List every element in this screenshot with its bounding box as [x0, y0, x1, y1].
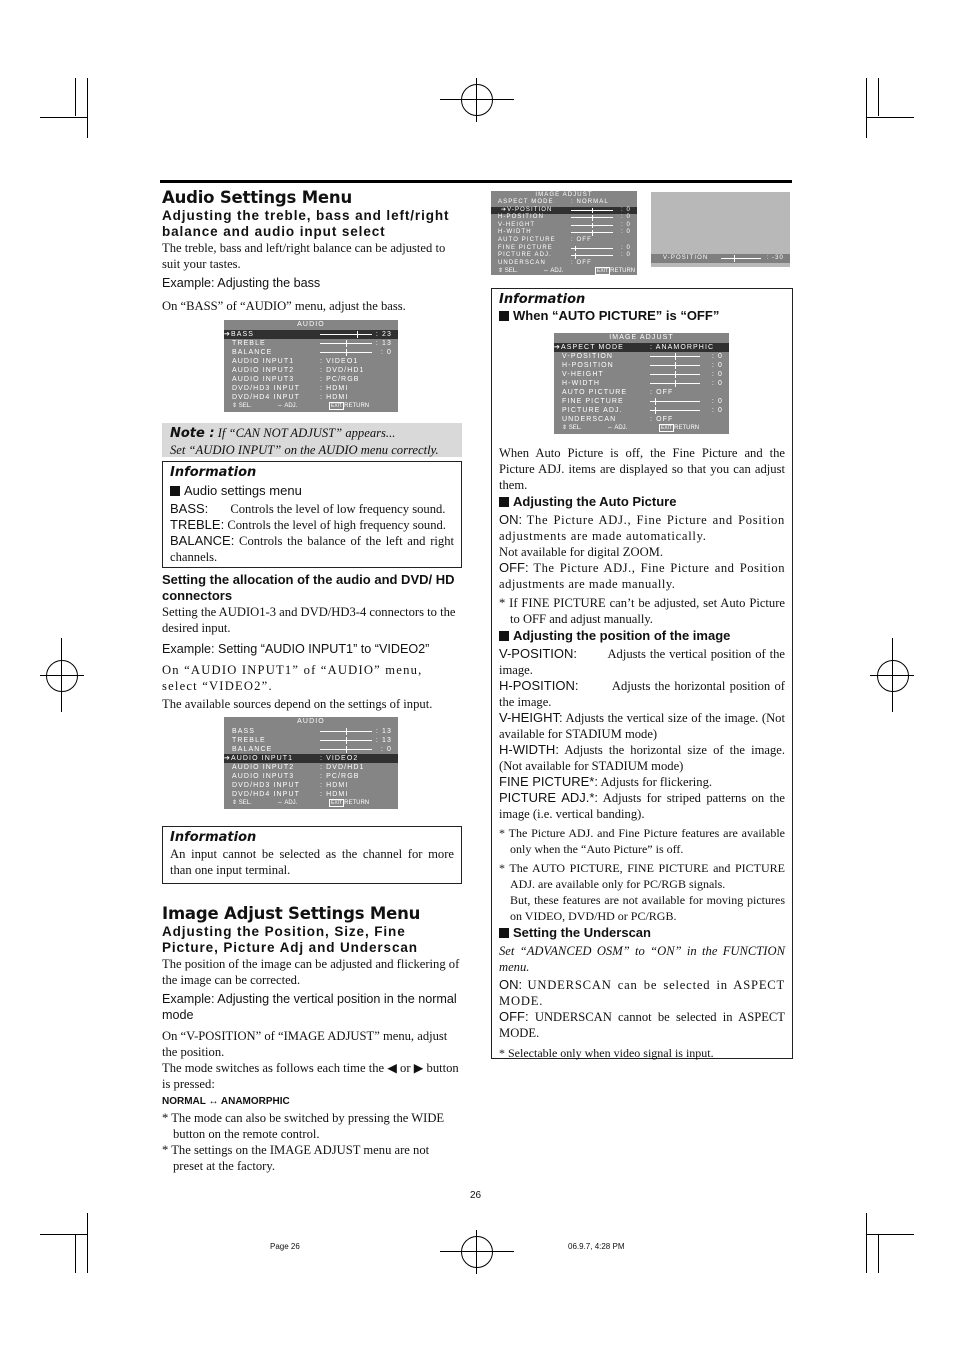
osd-row[interactable] — [224, 339, 398, 348]
osd-slider-knob[interactable] — [592, 215, 593, 221]
crop-mark — [476, 1230, 477, 1274]
image-intro: The position of the image can be adjusted and flickering of the image can be corrected. — [162, 957, 460, 987]
text-bass: Controls the level of low frequency sound. — [230, 502, 446, 516]
text-hposition: Adjusts the horizontal position of the image. — [499, 679, 785, 709]
osd-row-value: : DVD/HD1 — [320, 367, 365, 374]
osd-row[interactable] — [491, 245, 637, 253]
osd-row[interactable] — [554, 415, 729, 424]
osd-row-value: : HDMI — [320, 394, 349, 401]
osd-row[interactable] — [224, 736, 398, 745]
fine-note: * If FINE PICTURE can’t be adjusted, set Auto Picture to OFF and adjust manually. — [499, 596, 785, 626]
text-hwidth: Adjusts the horizontal size of the image. (Not available for STADIUM mode) — [499, 743, 785, 773]
osd-slider[interactable] — [571, 255, 613, 256]
text-vheight: Adjusts the vertical size of the image. (Not available for STADIUM mode) — [499, 711, 785, 741]
image-section-title: Image Adjust Settings Menu — [162, 904, 421, 923]
osd-row-value: : OFF — [571, 236, 592, 243]
crop-mark — [866, 1213, 867, 1273]
osd-title: AUDIO — [297, 321, 325, 328]
osd-slider-knob[interactable] — [675, 353, 676, 360]
audio-intro: The treble, bass and left/right balance can be adjusted to suit your tastes. — [162, 241, 446, 271]
osd-row[interactable] — [491, 199, 637, 207]
image-adjust-osd-anamorphic — [554, 333, 729, 434]
crop-mark — [878, 78, 879, 116]
osd-slider-knob[interactable] — [575, 246, 576, 252]
osd-footer-sel: ⇕ SEL. — [562, 425, 582, 431]
osd-slider[interactable] — [650, 410, 700, 411]
exit-icon: EXIT — [331, 800, 343, 806]
osd-row[interactable] — [224, 366, 398, 375]
bullet-square — [499, 928, 509, 938]
mode-note-b: * The settings on the IMAGE ADJUST menu are not preset at the factory. — [162, 1143, 430, 1173]
osd-row[interactable] — [491, 229, 637, 237]
text-on-zoom: Not available for digital ZOOM. — [499, 545, 664, 559]
osd-row-label: TREBLE — [232, 737, 266, 744]
crop-mark — [87, 1213, 88, 1273]
text-balance: Controls the balance of the left and right channels. — [170, 534, 454, 564]
osd-row[interactable] — [554, 352, 729, 361]
osd-slider-knob[interactable] — [346, 728, 347, 735]
crop-mark — [866, 78, 867, 138]
bullet-square — [499, 497, 509, 507]
osd-row-label: DVD/HD4 INPUT — [232, 394, 300, 401]
osd-row[interactable] — [554, 379, 729, 388]
term-balance: BALANCE: — [170, 533, 235, 548]
osd-footer-sel: ⇕ SEL. — [232, 800, 252, 806]
osd-title: IMAGE ADJUST — [609, 334, 674, 341]
term-vheight: V-HEIGHT: — [499, 710, 563, 725]
text-on: The Picture ADJ., Fine Picture and Position adjustments are made automatically. — [499, 513, 785, 543]
bullet-square — [499, 311, 509, 321]
osd-row-value: : 23 — [375, 331, 392, 338]
note-text-2: Set “AUDIO INPUT” on the AUDIO menu correctly. — [170, 443, 439, 457]
text-underscan-on: UNDERSCAN can be selected in ASPECT MODE. — [499, 978, 785, 1008]
osd-row-label: AUDIO INPUT3 — [232, 773, 295, 780]
osd-slider-knob[interactable] — [675, 380, 676, 387]
osd-row[interactable] — [224, 348, 398, 357]
mode-text: The mode switches as follows each time the ◀ or ▶ button is pressed: — [162, 1061, 459, 1091]
osd-row-label: BALANCE — [232, 746, 273, 753]
osd-row-label: H-POSITION — [562, 362, 614, 369]
registration-mark — [461, 1236, 493, 1268]
osd-row[interactable] — [554, 361, 729, 370]
star-note-2: * The AUTO PICTURE, FINE PICTURE and PICTURE ADJ. are available only for PC/RGB signals. — [499, 861, 785, 891]
osd-row-value: : 0 — [711, 353, 723, 360]
osd-footer-adj: ⇔ ADJ. — [277, 800, 298, 806]
osd-row-label: H-POSITION — [498, 214, 545, 221]
osd-row[interactable] — [224, 330, 398, 339]
osd-row[interactable] — [491, 237, 637, 245]
crop-mark — [40, 117, 88, 118]
osd-row-value: : 0 — [621, 252, 631, 259]
osd-row-value: : 0 — [711, 371, 723, 378]
osd-row[interactable] — [554, 397, 729, 406]
available-sources: The available sources depend on the settings of input. — [162, 697, 433, 711]
osd-row-value: : VIDEO1 — [320, 358, 359, 365]
term-treble: TREBLE: — [170, 517, 225, 532]
connector-heading: Setting the allocation of the audio and DVD/ HD connectors — [162, 572, 455, 603]
crop-mark — [866, 117, 914, 118]
crop-mark — [866, 1234, 914, 1235]
osd-row-value: : 13 — [375, 737, 392, 744]
osd-row[interactable] — [224, 393, 398, 402]
osd-row[interactable] — [224, 763, 398, 772]
info-title: Information — [170, 465, 257, 480]
osd-slider-knob[interactable] — [675, 362, 676, 369]
registration-mark — [46, 660, 78, 692]
footer-timestamp: 06.9.7, 4:28 PM — [568, 1242, 625, 1251]
term-off: OFF: — [499, 560, 529, 575]
osd-row-label: ➔V-POSITION — [501, 206, 553, 213]
osd-row[interactable] — [224, 384, 398, 393]
osd-row-value: : 0 — [380, 746, 392, 753]
bullet-square — [170, 486, 180, 496]
text-vposition: Adjusts the vertical position of the image. — [499, 647, 785, 677]
osd-slider-knob[interactable] — [346, 737, 347, 744]
osd-row-label: AUTO PICTURE — [562, 389, 628, 396]
osd-footer-sel: ⇕ SEL. — [498, 268, 518, 275]
osd-title: AUDIO — [297, 718, 325, 725]
term-hposition: H-POSITION: — [499, 678, 579, 693]
crop-mark — [440, 99, 514, 100]
osd-slider-knob[interactable] — [357, 331, 358, 338]
heading-auto-picture: Adjusting the Auto Picture — [513, 494, 677, 509]
osd-footer-return: RETURN — [674, 425, 700, 431]
osd-row-label: DVD/HD4 INPUT — [232, 791, 300, 798]
osd-slider-knob[interactable] — [655, 407, 656, 414]
osd-footer — [491, 267, 637, 275]
osd-slider-knob[interactable] — [592, 208, 593, 214]
osd-row[interactable] — [224, 772, 398, 781]
osd-row-label: H-WIDTH — [498, 229, 532, 236]
term-bass: BASS: — [170, 501, 209, 516]
connector-instruction: On “AUDIO INPUT1” of “AUDIO” menu, select “VIDEO2”. — [162, 663, 423, 693]
heading-position: Adjusting the position of the image — [513, 628, 731, 643]
osd-row[interactable] — [491, 260, 637, 268]
osd-footer — [224, 799, 398, 808]
osd-row-value: : PC/RGB — [320, 773, 360, 780]
v-position-bar — [651, 254, 790, 263]
osd-row[interactable] — [554, 388, 729, 397]
term-vposition: V-POSITION: — [499, 646, 578, 661]
osd-slider[interactable] — [320, 334, 372, 335]
audio-instruction: On “BASS” of “AUDIO” menu, adjust the bass. — [162, 299, 406, 313]
audio-osd-menu-2 — [224, 717, 398, 809]
osd-row-label: ➔ASPECT MODE — [554, 344, 624, 351]
mode-note-a: * The mode can also be switched by pressing the WIDE button on the remote control. — [162, 1111, 445, 1141]
osd-footer-return: RETURN — [344, 800, 370, 806]
text-underscan-off: UNDERSCAN cannot be selected in ASPECT MODE. — [499, 1010, 785, 1040]
term-underscan-on: ON: — [499, 977, 523, 992]
osd-row[interactable] — [491, 214, 637, 222]
osd-row-label: DVD/HD3 INPUT — [232, 385, 300, 392]
osd-footer-return: RETURN — [344, 403, 370, 409]
osd-slider-knob[interactable] — [575, 253, 576, 259]
top-rule — [160, 180, 792, 183]
osd-row-label: BALANCE — [232, 349, 273, 356]
osd-slider-knob[interactable] — [592, 230, 593, 236]
osd-row-value: : 13 — [375, 728, 392, 735]
osd-row[interactable] — [554, 370, 729, 379]
text-off: The Picture ADJ., Fine Picture and Position adjustments are made manually. — [499, 561, 785, 591]
osd-row-label: FINE PICTURE — [562, 398, 624, 405]
osd-row-label: ➔AUDIO INPUT1 — [224, 755, 294, 762]
osd-row-value: : 0 — [621, 206, 631, 213]
osd-footer-adj: ⇔ ADJ. — [543, 268, 564, 275]
osd-footer-adj: ⇔ ADJ. — [277, 403, 298, 409]
osd-row-label: UNDERSCAN — [498, 259, 546, 266]
note-text-1: If “CAN NOT ADJUST” appears... — [217, 426, 396, 440]
osd-row-value: : NORMAL — [571, 199, 609, 205]
osd-row-label: V-HEIGHT — [498, 221, 536, 228]
image-example: Example: Adjusting the vertical position in the normal mode — [162, 992, 457, 1022]
info-title: Information — [499, 292, 586, 307]
osd-row-value: : 0 — [380, 349, 392, 356]
osd-row-value: : 0 — [711, 362, 723, 369]
osd-row-value: : HDMI — [320, 385, 349, 392]
osd-row-label: AUDIO INPUT2 — [232, 367, 295, 374]
star-note-1: * The Picture ADJ. and Fine Picture features are available only when the “Auto Picture” is off. — [499, 826, 785, 856]
osd-row-value: : 0 — [711, 380, 723, 387]
registration-mark — [461, 84, 493, 116]
term-fine-picture: FINE PICTURE*: — [499, 774, 598, 789]
osd-row[interactable] — [224, 357, 398, 366]
text-picture-adj: Adjusts for striped patterns on the image (i.e. vertical banding). — [499, 791, 785, 821]
osd-row-label: DVD/HD3 INPUT — [232, 782, 300, 789]
osd-row[interactable] — [224, 790, 398, 799]
underscan-italic: Set “ADVANCED OSM” to “ON” in the FUNCTION menu. — [499, 944, 785, 974]
info3-body — [499, 445, 785, 1061]
osd-row[interactable] — [491, 207, 637, 215]
crop-mark — [87, 78, 88, 138]
exit-icon: EXIT — [331, 403, 343, 409]
osd-row[interactable] — [554, 406, 729, 415]
image-subtitle: Adjusting the Position, Size, Fine Picture, Picture Adj and Underscan — [162, 924, 418, 955]
osd-row[interactable] — [224, 727, 398, 736]
osd-row-value: : OFF — [650, 416, 674, 423]
v-position-value: : -30 — [766, 255, 784, 261]
left-column — [162, 188, 462, 314]
osd-row-value: : HDMI — [320, 782, 349, 789]
v-position-screen — [651, 192, 790, 267]
info-heading: Audio settings menu — [184, 483, 302, 498]
image-adjust-osd — [491, 191, 637, 275]
info-text: An input cannot be selected as the channel for more than one input terminal. — [170, 847, 454, 877]
audio-osd-menu — [224, 320, 398, 412]
page-number: 26 — [470, 1190, 482, 1201]
image-adjust-section — [162, 904, 462, 1174]
info-title: Information — [170, 830, 257, 845]
term-hwidth: H-WIDTH: — [499, 742, 559, 757]
osd-row-label: TREBLE — [232, 340, 266, 347]
crop-mark — [75, 78, 76, 116]
osd-slider[interactable] — [571, 248, 613, 249]
term-picture-adj: PICTURE ADJ.*: — [499, 790, 599, 805]
info-box-input — [162, 826, 462, 884]
term-underscan-off: OFF: — [499, 1009, 529, 1024]
crop-mark — [892, 638, 893, 712]
crop-mark — [61, 638, 62, 712]
osd-footer-sel: ⇕ SEL. — [232, 403, 252, 409]
osd-row[interactable] — [224, 781, 398, 790]
osd-row[interactable] — [554, 343, 729, 352]
audio-example: Example: Adjusting the bass — [162, 276, 321, 290]
osd-row-value: : 0 — [621, 229, 631, 236]
osd-row-label: UNDERSCAN — [562, 416, 617, 423]
audio-section-title: Audio Settings Menu — [162, 188, 352, 207]
osd-slider-knob[interactable] — [346, 349, 347, 356]
osd-row[interactable] — [224, 745, 398, 754]
auto-picture-text: When Auto Picture is off, the Fine Picture and the Picture ADJ. items are displayed so that you can adjust them. — [499, 446, 785, 492]
osd-row[interactable] — [491, 222, 637, 230]
osd-footer-return: RETURN — [610, 268, 636, 275]
connector-example: Example: Setting “AUDIO INPUT1” to “VIDEO2” — [162, 642, 430, 656]
osd-row-value: : ANAMORPHIC — [650, 344, 715, 351]
exit-icon: EXIT — [661, 425, 673, 431]
star-note-3: * Selectable only when video signal is input. — [499, 1046, 714, 1060]
footer-page-label: Page 26 — [270, 1242, 300, 1251]
osd-row-value: : 0 — [621, 221, 631, 228]
osd-row-label: ➔BASS — [224, 331, 255, 338]
connector-text: Setting the AUDIO1-3 and DVD/HD3-4 connectors to the desired input. — [162, 605, 456, 635]
osd-row-label: ASPECT MODE — [498, 199, 554, 205]
osd-row[interactable] — [224, 375, 398, 384]
exit-icon: EXIT — [597, 268, 609, 275]
v-position-label: V-POSITION — [663, 255, 709, 261]
osd-row-label: V-HEIGHT — [562, 371, 604, 378]
osd-row-label: PICTURE ADJ. — [562, 407, 623, 414]
star-note-2b: But, these features are not available for moving pictures on VIDEO, DVD/HD or PC/RGB. — [510, 893, 785, 923]
osd-row-value: : DVD/HD1 — [320, 764, 365, 771]
crop-mark — [476, 78, 477, 122]
osd-slider-knob[interactable] — [592, 223, 593, 229]
osd-row-value: : HDMI — [320, 791, 349, 798]
audio-connector-section — [162, 572, 462, 712]
osd-row-label: H-WIDTH — [562, 380, 601, 387]
osd-row-value: : OFF — [650, 389, 674, 396]
osd-row-label: BASS — [232, 728, 256, 735]
osd-footer — [224, 402, 398, 411]
crop-mark — [40, 1234, 88, 1235]
crop-mark — [878, 1235, 879, 1273]
bullet-square — [499, 631, 509, 641]
note-box — [162, 423, 462, 457]
osd-row-label: AUDIO INPUT2 — [232, 764, 295, 771]
term-on: ON: — [499, 512, 523, 527]
mode-sequence: NORMAL ↔ ANAMORPHIC — [162, 1096, 290, 1107]
crop-mark — [40, 675, 84, 676]
text-treble: Controls the level of high frequency sound. — [227, 518, 446, 532]
osd-row-value: : OFF — [571, 259, 592, 266]
osd-row-label: FINE PICTURE — [498, 244, 553, 251]
osd-row-value: : PC/RGB — [320, 376, 360, 383]
osd-row-value: : 0 — [711, 407, 723, 414]
osd-slider-knob[interactable] — [675, 371, 676, 378]
text-fine-picture: Adjusts for flickering. — [600, 775, 713, 789]
osd-row[interactable] — [491, 252, 637, 260]
osd-row-value: : 13 — [375, 340, 392, 347]
osd-slider-knob[interactable] — [346, 340, 347, 347]
osd-slider[interactable] — [650, 401, 700, 402]
crop-mark — [440, 1251, 514, 1252]
osd-footer — [554, 424, 729, 433]
osd-row-value: : VIDEO2 — [320, 755, 359, 762]
osd-row-label: PICTURE ADJ. — [498, 252, 552, 259]
osd-row-value: : 0 — [711, 398, 723, 405]
audio-subtitle: Adjusting the treble, bass and left/right balance and audio input select — [162, 208, 450, 239]
info-box-audio — [162, 461, 462, 568]
osd-slider-knob[interactable] — [346, 746, 347, 753]
heading-underscan: Setting the Underscan — [513, 925, 651, 940]
osd-row-label: V-POSITION — [562, 353, 614, 360]
osd-row-value: : 0 — [621, 214, 631, 221]
crop-mark — [75, 1235, 76, 1273]
osd-row-label: AUTO PICTURE — [498, 236, 556, 243]
osd-title: IMAGE ADJUST — [535, 192, 593, 198]
image-instruction: On “V-POSITION” of “IMAGE ADJUST” menu, adjust the position. — [162, 1029, 448, 1059]
registration-mark — [877, 660, 909, 692]
info-heading: When “AUTO PICTURE” is “OFF” — [513, 308, 720, 323]
osd-slider-knob[interactable] — [655, 398, 656, 405]
osd-row-label: AUDIO INPUT3 — [232, 376, 295, 383]
osd-row-value: : 0 — [621, 244, 631, 251]
note-label: Note : — [170, 426, 215, 441]
osd-row[interactable] — [224, 754, 398, 763]
osd-footer-adj: ⇔ ADJ. — [607, 425, 628, 431]
osd-row-label: AUDIO INPUT1 — [232, 358, 295, 365]
